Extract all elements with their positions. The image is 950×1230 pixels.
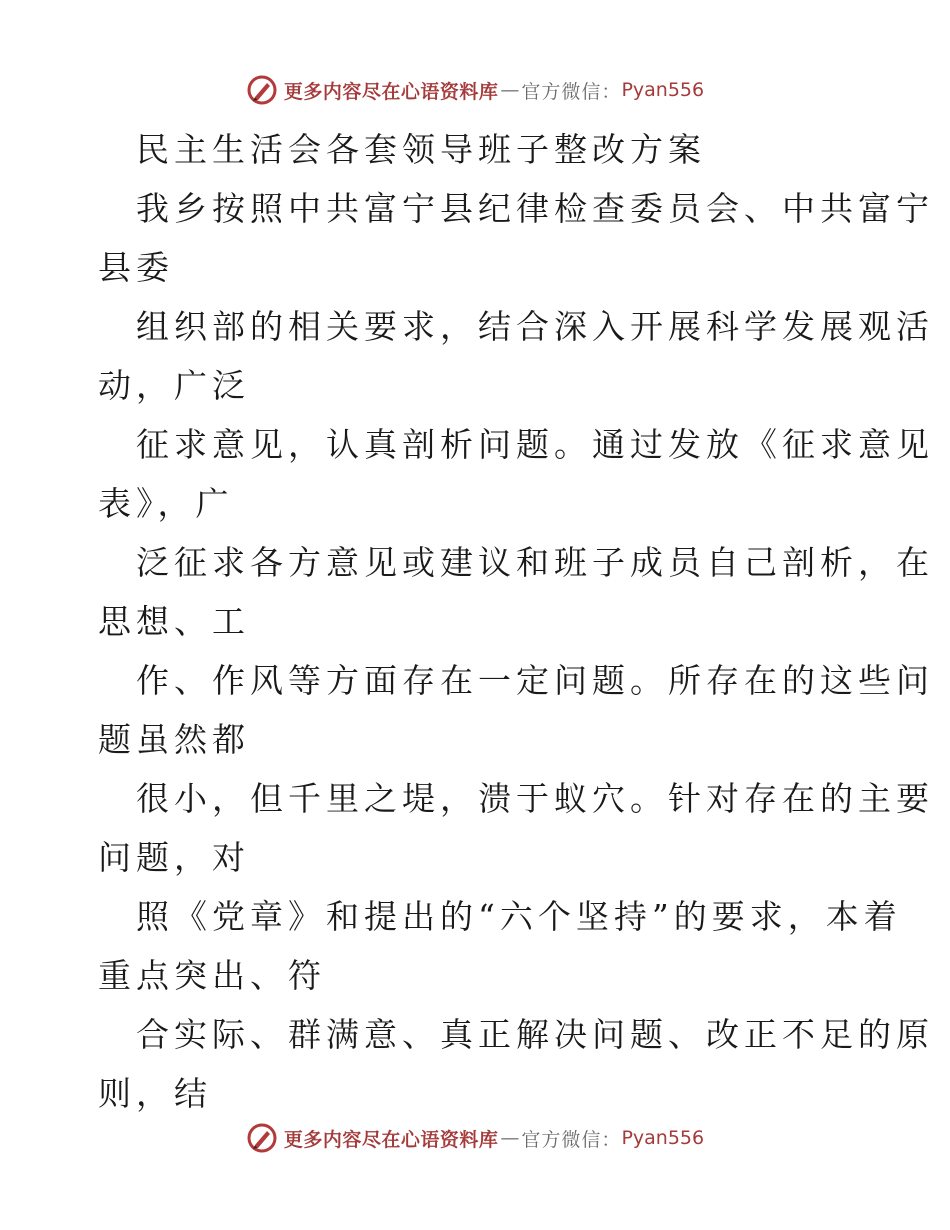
footer-wechat-label: 官方微信： <box>521 1128 622 1151</box>
paragraph-line: 我乡按照中共富宁县纪律检查委员会、中共富宁 <box>136 189 934 228</box>
header-brand-text: 更多内容尽在心语资料库 <box>283 80 499 103</box>
paragraph-line: 表》，广 <box>98 484 234 523</box>
paragraph-line: 泛征求各方意见或建议和班子成员自己剖析，在 <box>136 543 934 582</box>
paragraph-line: 动，广泛 <box>98 366 250 405</box>
paragraph-line: 很小，但千里之堤，溃于蚁穴。针对存在的主要 <box>136 779 934 818</box>
footer-banner <box>0 1118 950 1158</box>
header-banner <box>0 70 950 110</box>
paragraph-line: 则，结 <box>98 1074 212 1113</box>
header-wechat-label: 官方微信： <box>521 80 622 103</box>
paragraph-line: 题虽然都 <box>98 720 250 759</box>
paragraph-line: 县委 <box>98 248 174 287</box>
paragraph-line: 合实际、群满意、真正解决问题、改正不足的原 <box>136 1015 934 1054</box>
paragraph-line: 重点突出、符 <box>98 956 326 995</box>
paragraph-line: 照《党章》和提出的“六个坚持”的要求，本着 <box>136 897 902 936</box>
paragraph-line: 征求意见，认真剖析问题。通过发放《征求意见 <box>136 425 934 464</box>
document-title: 民主生活会各套领导班子整改方案 <box>136 130 706 169</box>
footer-separator: — <box>500 1127 520 1149</box>
paragraph-line: 思想、工 <box>98 602 250 641</box>
footer-wechat-id: Pyan556 <box>621 1127 705 1149</box>
header-wechat-id: Pyan556 <box>621 79 705 101</box>
paragraph-line: 问题，对 <box>98 838 250 877</box>
pen-logo-icon <box>246 74 278 106</box>
footer-brand-text: 更多内容尽在心语资料库 <box>283 1128 499 1151</box>
header-separator: — <box>500 79 520 101</box>
pen-logo-icon <box>246 1122 278 1154</box>
document-body <box>98 120 934 1123</box>
paragraph-line: 作、作风等方面存在一定问题。所存在的这些问 <box>136 661 934 700</box>
paragraph-line: 组织部的相关要求，结合深入开展科学发展观活 <box>136 307 934 346</box>
